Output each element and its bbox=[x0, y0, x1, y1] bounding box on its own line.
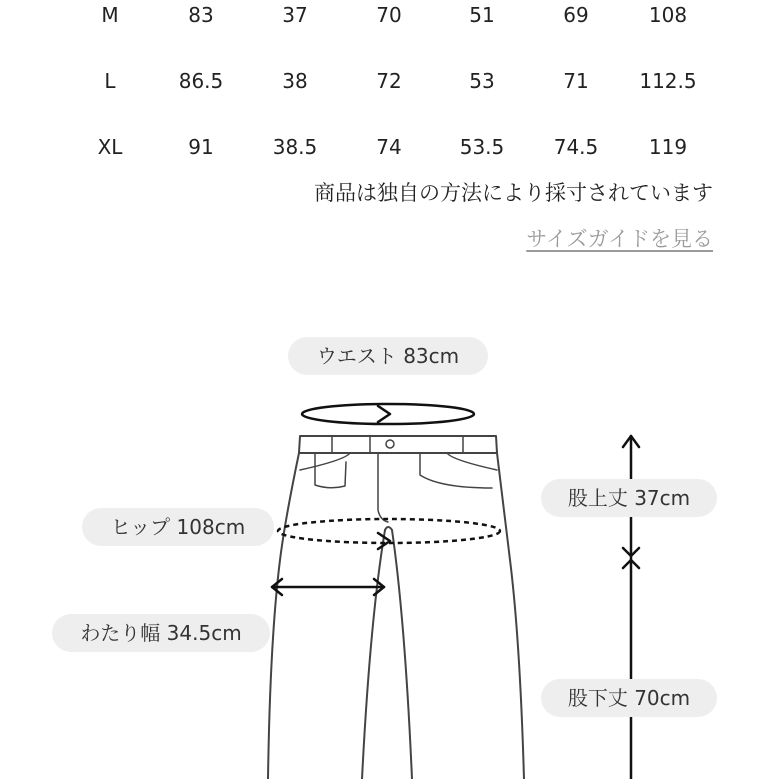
hip-measure-icon bbox=[278, 519, 500, 549]
table-cell: 83 bbox=[188, 3, 214, 27]
table-cell: 70 bbox=[376, 3, 402, 27]
size-label: L bbox=[104, 69, 116, 93]
table-cell: 74.5 bbox=[553, 135, 599, 159]
table-cell: 108 bbox=[648, 3, 688, 27]
size-label: M bbox=[101, 3, 119, 27]
table-cell: 91 bbox=[188, 135, 214, 159]
table-cell: 53.5 bbox=[459, 135, 505, 159]
table-cell: 53 bbox=[469, 69, 495, 93]
table-cell: 119 bbox=[648, 135, 688, 159]
table-cell: 38.5 bbox=[272, 135, 318, 159]
hip-label: ヒップ 108cm bbox=[82, 508, 274, 546]
size-label: XL bbox=[97, 135, 123, 159]
table-cell: 37 bbox=[282, 3, 308, 27]
inseam-label: 股下丈 70cm bbox=[541, 679, 717, 717]
table-cell: 72 bbox=[376, 69, 402, 93]
waist-measure-icon bbox=[302, 404, 474, 424]
table-cell: 74 bbox=[376, 135, 402, 159]
measurement-note: 商品は独自の方法により採寸されています bbox=[314, 181, 713, 205]
table-cell: 51 bbox=[469, 3, 495, 27]
jeans-icon bbox=[268, 436, 524, 779]
waist-label: ウエスト 83cm bbox=[288, 337, 488, 375]
size-guide-link[interactable]: サイズガイドを見る bbox=[526, 227, 713, 251]
rise-label: 股上丈 37cm bbox=[541, 479, 717, 517]
table-cell: 69 bbox=[563, 3, 589, 27]
table-cell: 86.5 bbox=[178, 69, 224, 93]
thigh-label: わたり幅 34.5cm bbox=[52, 614, 270, 652]
thigh-measure-icon bbox=[272, 579, 384, 595]
table-cell: 71 bbox=[563, 69, 589, 93]
table-cell: 112.5 bbox=[639, 69, 697, 93]
table-cell: 38 bbox=[282, 69, 308, 93]
